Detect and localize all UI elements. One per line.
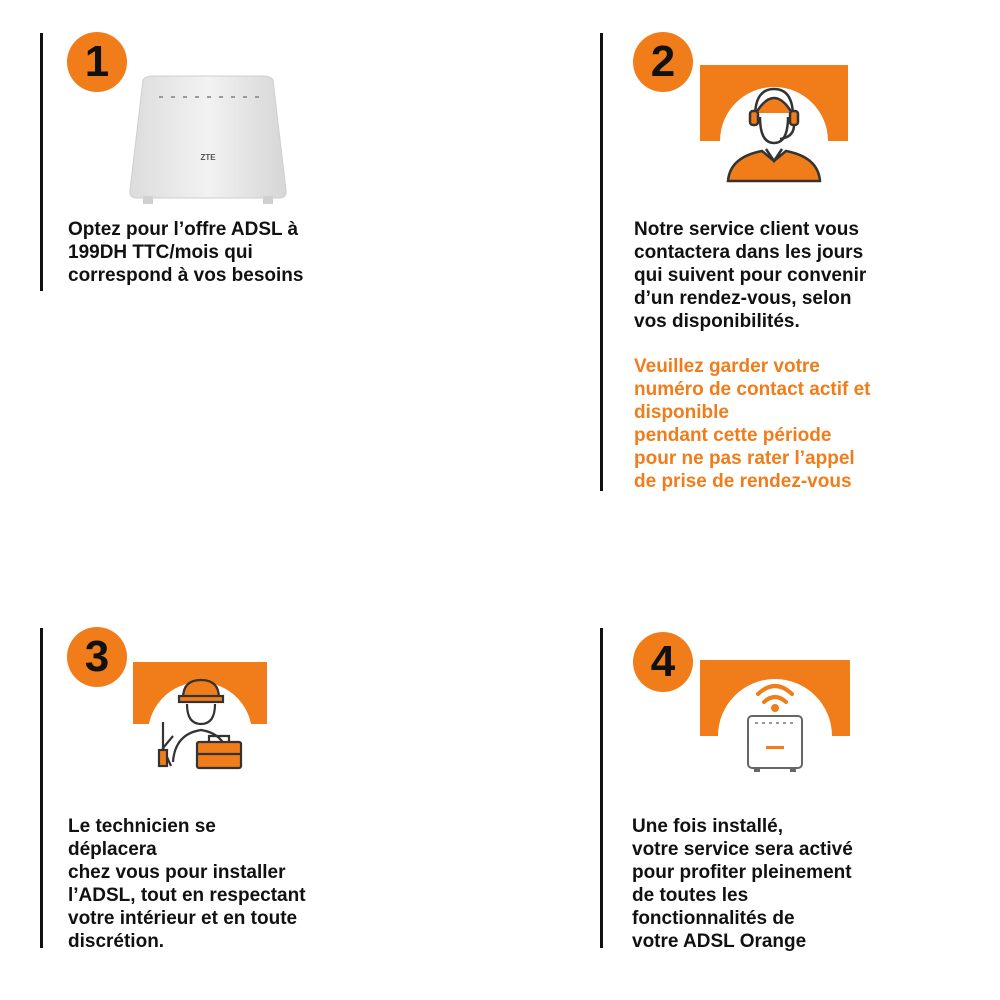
step-2-number-badge: 2 bbox=[633, 32, 693, 92]
step-3-divider bbox=[40, 628, 43, 948]
customer-service-icon bbox=[700, 65, 848, 183]
step-2-text: Notre service client vous contactera dans les jours qui suivent pour convenir d’un rendez-vous, selon vos disponibilités. bbox=[634, 219, 867, 332]
step-4-number-badge: 4 bbox=[633, 632, 693, 692]
step-3-number-badge: 3 bbox=[67, 627, 127, 687]
step-4-divider bbox=[600, 628, 603, 948]
router-image bbox=[123, 72, 293, 206]
step-3-text: Le technicien se déplacera chez vous pour installer l’ADSL, tout en respectant votre intérieur et en toute discrétion. bbox=[68, 816, 306, 952]
step-1-divider bbox=[40, 33, 43, 291]
step-1-text: Optez pour l’offre ADSL à 199DH TTC/mois qui correspond à vos besoins bbox=[68, 219, 304, 286]
router-brand-label: ZTE bbox=[200, 153, 216, 162]
wifi-router-icon bbox=[700, 660, 850, 775]
technician-icon bbox=[133, 662, 267, 780]
step-2-note: Veuillez garder votre numéro de contact actif et disponible pendant cette période pour ne pas rater l’appel de prise de rendez-vous bbox=[634, 356, 871, 492]
step-1-number-badge: 1 bbox=[67, 32, 127, 92]
step-4-text: Une fois installé, votre service sera activé pour profiter pleinement de toutes les fonctionnalités de votre ADSL Orange bbox=[632, 816, 853, 952]
step-2-divider bbox=[600, 33, 603, 491]
